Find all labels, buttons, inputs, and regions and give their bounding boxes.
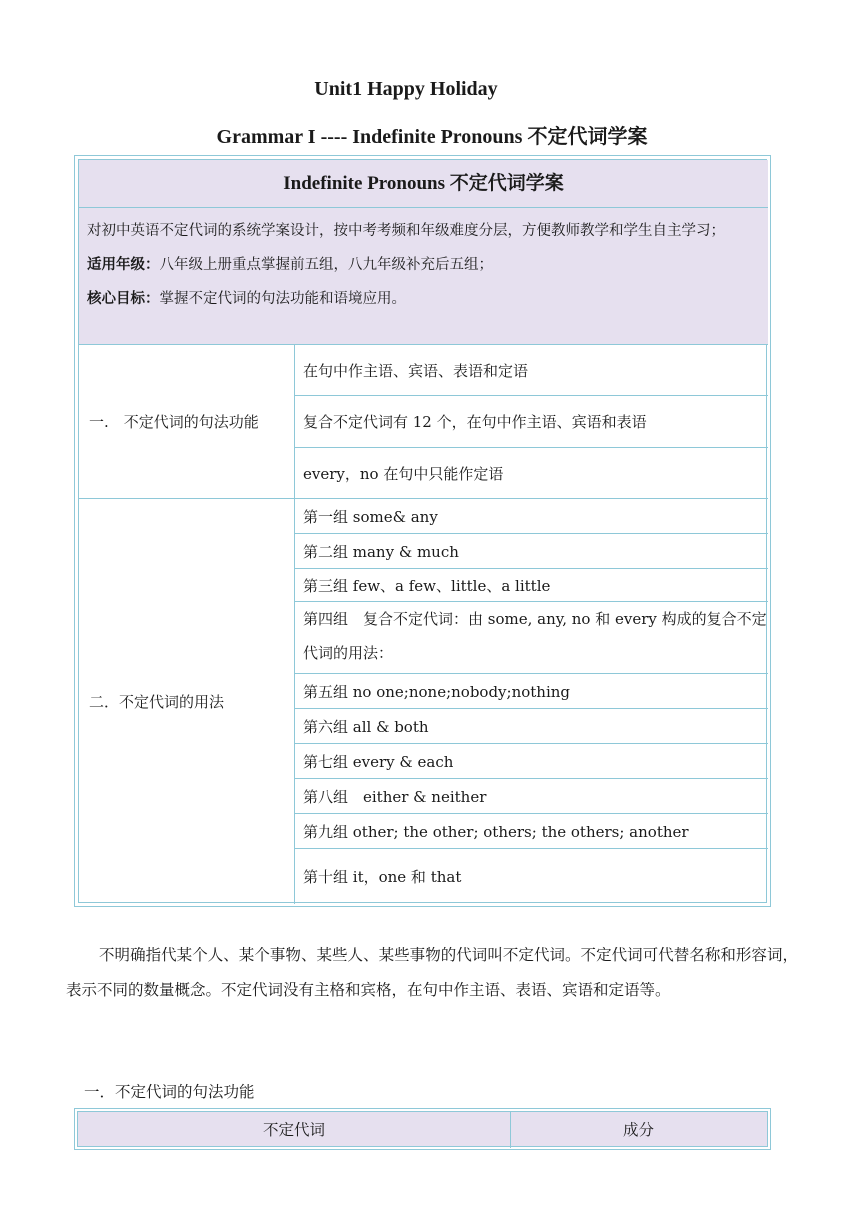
section1-row: 在句中作主语、宾语、表语和定语 bbox=[295, 345, 768, 396]
goal-text: 掌握不定代词的句法功能和语境应用。 bbox=[159, 291, 406, 307]
function-table-header-row bbox=[77, 1111, 768, 1147]
section2-row: 第二组 many & much bbox=[295, 534, 768, 569]
section2-row: 第八组 either & neither bbox=[295, 779, 768, 814]
column-header-pronoun: 不定代词 bbox=[78, 1112, 511, 1148]
document-title: Unit1 Happy Holiday bbox=[314, 78, 498, 100]
summary-table bbox=[74, 155, 771, 907]
summary-table-inner bbox=[78, 159, 767, 903]
section2-row: 第四组 复合不定代词：由 some, any, no 和 every 构成的复合不定代词的用法： bbox=[295, 602, 768, 674]
scope-line bbox=[87, 248, 760, 282]
section1-row: every，no 在句中只能作定语 bbox=[295, 448, 768, 499]
section2-row: 第五组 no one;none;nobody;nothing bbox=[295, 674, 768, 709]
goal-line bbox=[87, 282, 760, 316]
section1-label: 一. 不定代词的句法功能 bbox=[79, 345, 295, 499]
summary-table-header: Indefinite Pronouns 不定代词学案 bbox=[79, 160, 768, 208]
section2-label: 二．不定代词的用法 bbox=[79, 499, 295, 904]
function-table bbox=[74, 1108, 771, 1150]
section2-row: 第六组 all & both bbox=[295, 709, 768, 744]
section2-row: 第三组 few、a few、little、a little bbox=[295, 569, 768, 602]
intro-text: 对初中英语不定代词的系统学案设计，按中考考频和年级难度分层，方便教师教学和学生自主学习； bbox=[87, 223, 725, 239]
document-subtitle: Grammar I ---- Indefinite Pronouns 不定代词学案 bbox=[216, 126, 648, 148]
intro-paragraph: 不明确指代某个人、某个事物、某些人、某些事物的代词叫不定代词。不定代词可代替名称和形容词，表示不同的数量概念。不定代词没有主格和宾格，在句中作主语、表语、宾语和定语等。 bbox=[66, 946, 798, 999]
summary-intro bbox=[79, 208, 768, 345]
section2-row: 第一组 some& any bbox=[295, 499, 768, 534]
goal-label: 核心目标： bbox=[87, 290, 160, 307]
section2-row: 第十组 it，one 和 that bbox=[303, 868, 462, 886]
section2-row: 第九组 other; the other; others; the others; another bbox=[295, 814, 768, 849]
section-heading: 一．不定代词的句法功能 bbox=[84, 1083, 255, 1101]
section1-row: 复合不定代词有 12 个，在句中作主语、宾语和表语 bbox=[295, 396, 768, 448]
scope-label: 适用年级： bbox=[87, 256, 160, 273]
section2-row: 第七组 every & each bbox=[295, 744, 768, 779]
scope-text: 八年级上册重点掌握前五组，八九年级补充后五组； bbox=[159, 257, 493, 273]
column-header-function: 成分 bbox=[622, 1121, 654, 1139]
